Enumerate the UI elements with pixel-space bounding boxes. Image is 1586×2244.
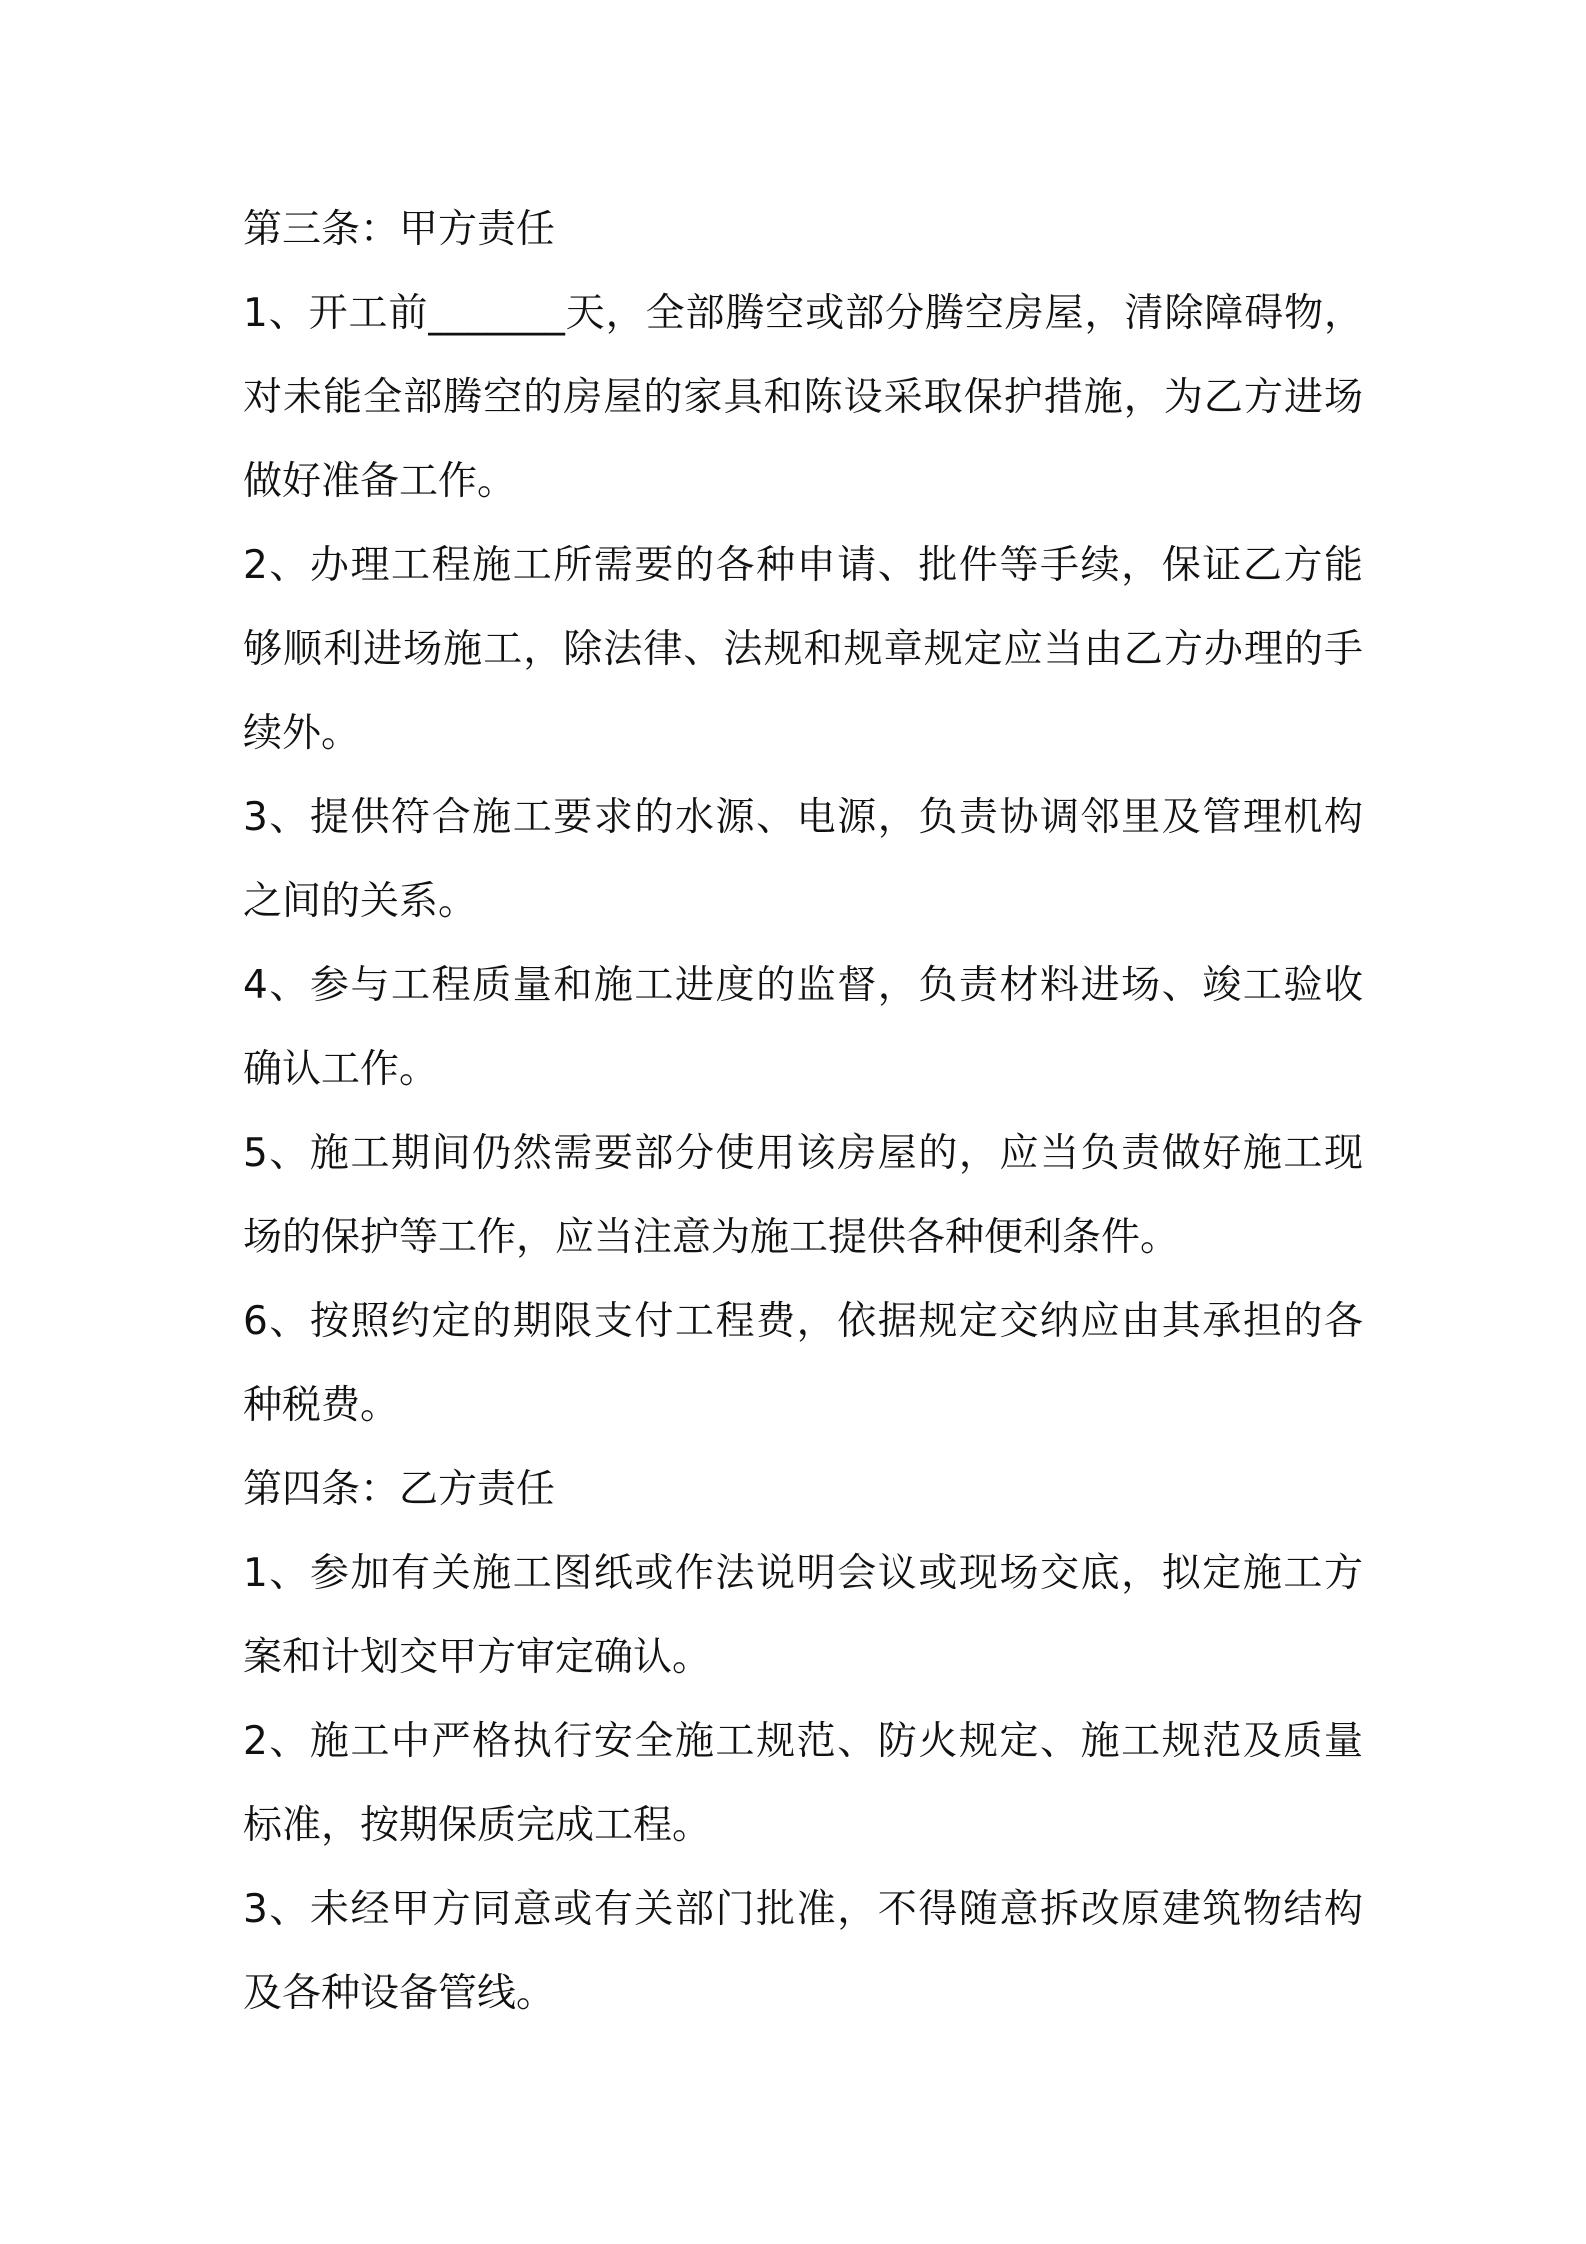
clause-line: 1、开工前_______天，全部腾空或部分腾空房屋，清除障碍物，	[243, 291, 1363, 336]
clause-line: 案和计划交甲方审定确认。	[243, 1635, 712, 1680]
article-4-clause-1	[243, 1532, 1363, 1700]
article-4-clause-2	[243, 1700, 1363, 1868]
clause-line: 6、按照约定的期限支付工程费，依据规定交纳应由其承担的各	[243, 1299, 1363, 1344]
contract-page	[243, 188, 1363, 2036]
article-4-heading: 第四条：乙方责任	[243, 1467, 556, 1512]
clause-line: 续外。	[243, 711, 361, 756]
clause-line: 够顺利进场施工，除法律、法规和规章规定应当由乙方办理的手	[243, 627, 1363, 672]
article-3-clause-1	[243, 272, 1363, 524]
article-3-clause-4	[243, 944, 1363, 1112]
clause-line: 1、参加有关施工图纸或作法说明会议或现场交底，拟定施工方	[243, 1551, 1363, 1596]
clause-line: 对未能全部腾空的房屋的家具和陈设采取保护措施，为乙方进场	[243, 375, 1363, 420]
clause-line: 4、参与工程质量和施工进度的监督，负责材料进场、竣工验收	[243, 963, 1363, 1008]
clause-line: 之间的关系。	[243, 879, 478, 924]
clause-line: 标准，按期保质完成工程。	[243, 1803, 712, 1848]
article-3-clause-3	[243, 776, 1363, 944]
clause-line: 2、办理工程施工所需要的各种申请、批件等手续，保证乙方能	[243, 543, 1363, 588]
clause-line: 及各种设备管线。	[243, 1971, 556, 2016]
clause-line: 2、施工中严格执行安全施工规范、防火规定、施工规范及质量	[243, 1719, 1363, 1764]
article-3-clause-6	[243, 1280, 1363, 1448]
article-3-clause-5	[243, 1112, 1363, 1280]
clause-line: 做好准备工作。	[243, 459, 517, 504]
clause-line: 种税费。	[243, 1383, 400, 1428]
clause-line: 5、施工期间仍然需要部分使用该房屋的，应当负责做好施工现	[243, 1131, 1363, 1176]
clause-line: 确认工作。	[243, 1047, 439, 1092]
clause-line: 3、未经甲方同意或有关部门批准，不得随意拆改原建筑物结构	[243, 1887, 1363, 1932]
article-3-clause-2	[243, 524, 1363, 776]
article-3-heading: 第三条：甲方责任	[243, 207, 556, 252]
article-4-clause-3	[243, 1868, 1363, 2036]
clause-line: 3、提供符合施工要求的水源、电源，负责协调邻里及管理机构	[243, 795, 1363, 840]
clause-line: 场的保护等工作，应当注意为施工提供各种便利条件。	[243, 1215, 1180, 1260]
